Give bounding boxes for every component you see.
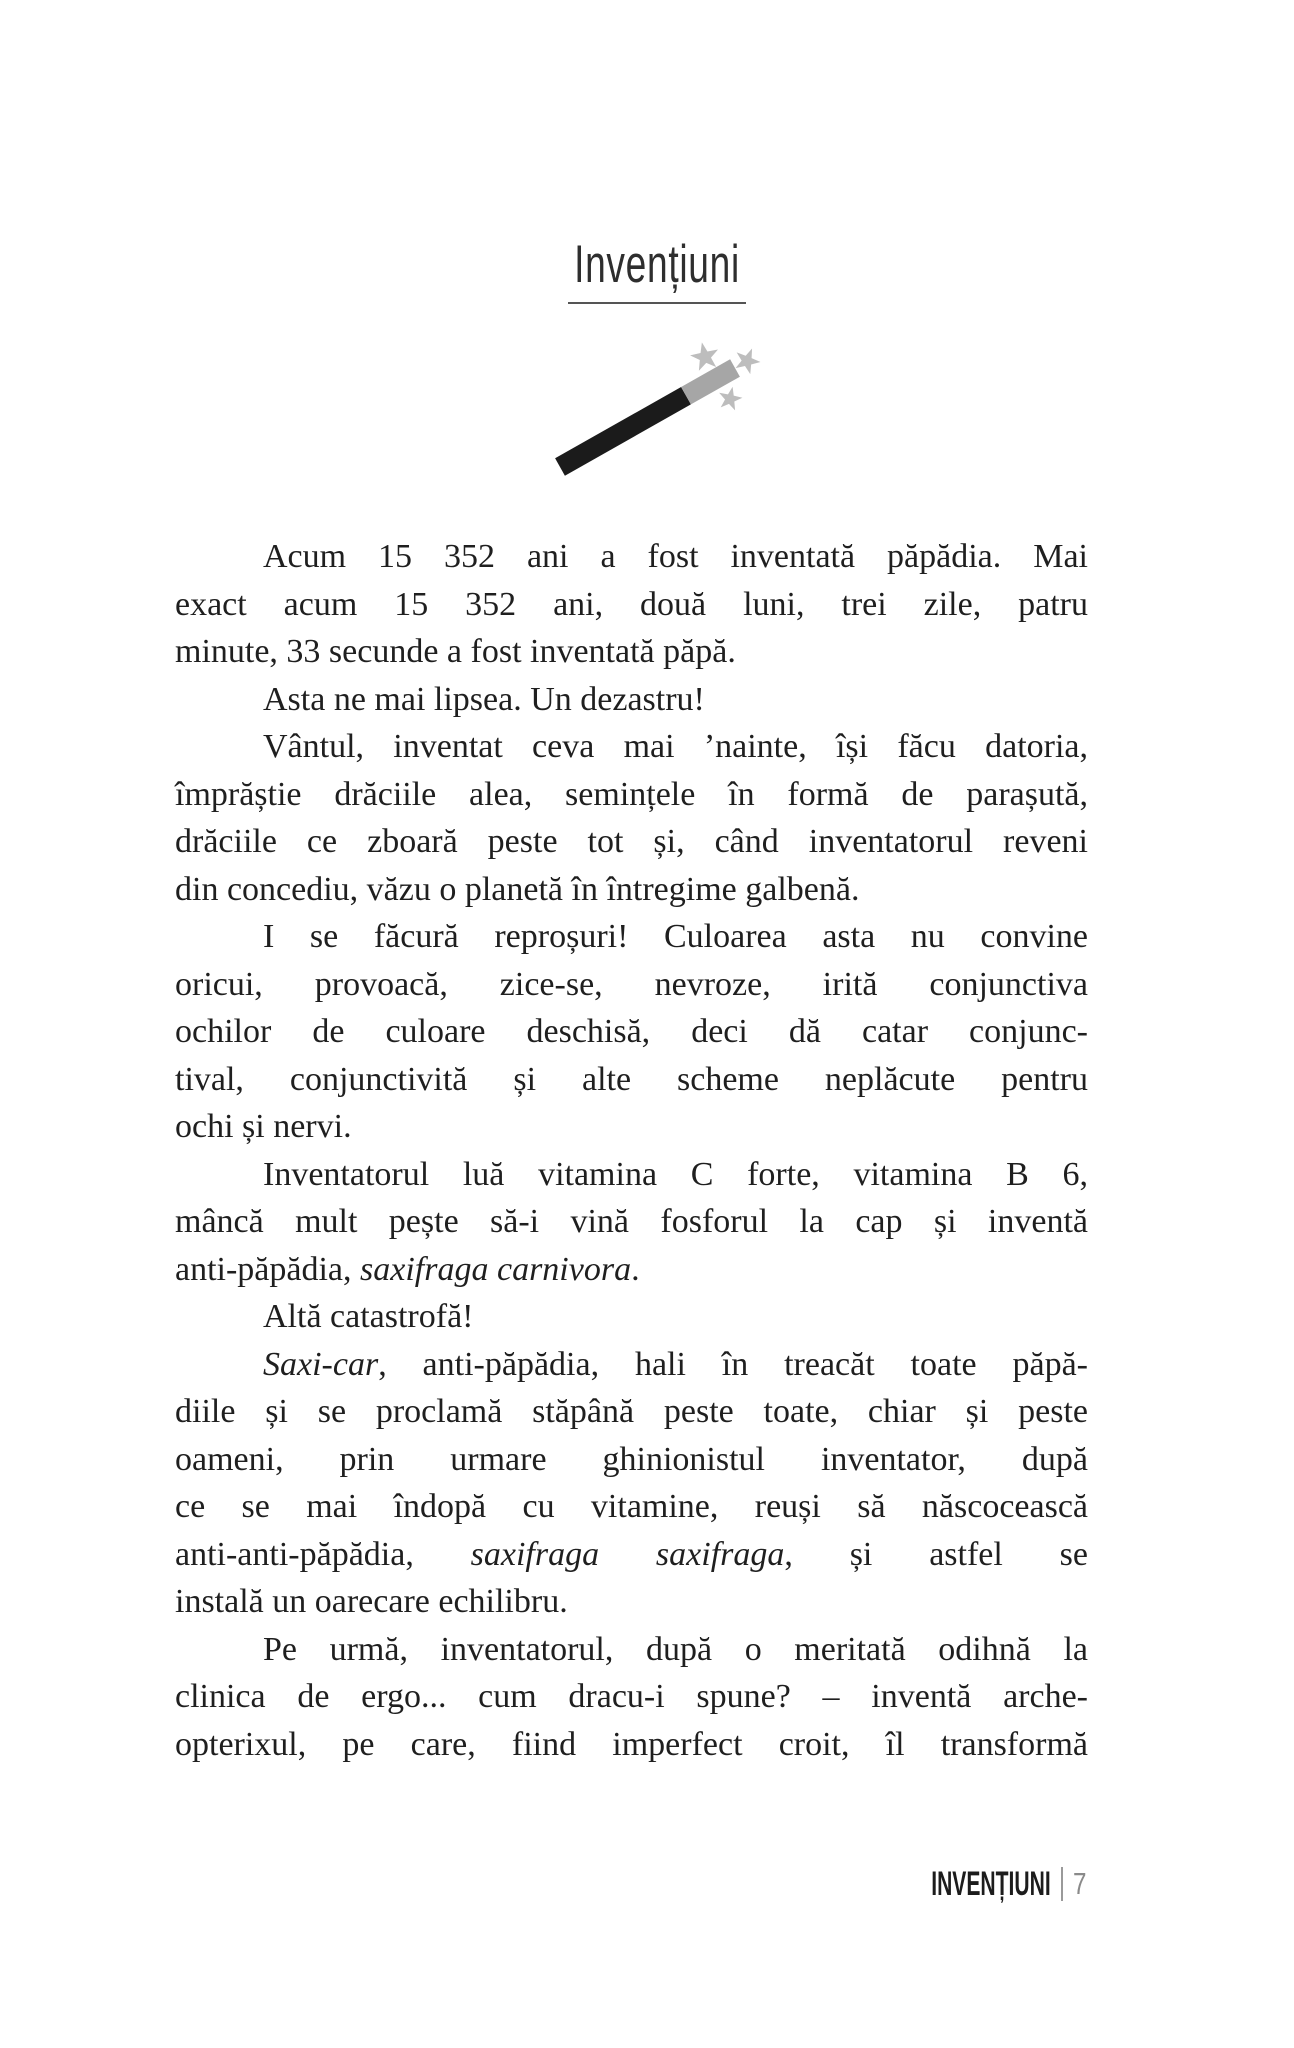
text-run: anti-păpădia, [175, 1250, 361, 1288]
text-run: tival, conjunctivită și alte scheme neplăcute pentru [175, 1060, 1088, 1098]
text-run: Vântul, inventat ceva mai ’nainte, își făcu datoria, [263, 728, 1088, 765]
text-line [175, 1293, 1088, 1341]
text-line [175, 581, 1088, 629]
text-line [175, 866, 1088, 914]
text-run: exact acum 15 352 ani, două luni, trei zile, patru [175, 585, 1088, 623]
text-line [175, 1673, 1088, 1721]
text-run: din concediu, văzu o planetă în întregime galbenă. [175, 870, 860, 908]
text-line [175, 1341, 1088, 1389]
text-line [175, 676, 1088, 724]
magic-wand-with-stars-icon [540, 335, 770, 490]
text-line [175, 1008, 1088, 1056]
text-run: Altă catastrofă! [263, 1298, 474, 1335]
text-line [175, 1436, 1088, 1484]
chapter-header [10, 235, 1294, 294]
text-run: oameni, prin urmare ghinionistul inventator, după [175, 1440, 1088, 1478]
star-icon [716, 384, 744, 411]
text-run: Acum 15 352 ani a fost inventată păpădia. Mai [263, 538, 1088, 575]
page-footer [858, 1862, 1090, 1906]
text-line [175, 961, 1088, 1009]
page-number: 7 [1072, 1866, 1087, 1901]
text-run: diile și se proclamă stăpână peste toate, chiar și peste [175, 1393, 1088, 1430]
text-line [175, 1578, 1088, 1626]
text-run: , și astfel se [784, 1535, 1088, 1573]
text-line [175, 628, 1088, 676]
text-run: ochilor de culoare deschisă, deci dă catar conjunc- [175, 1013, 1088, 1050]
text-run: împrăștie drăciile alea, semințele în formă de parașută, [175, 775, 1088, 813]
footer-separator [1061, 1867, 1063, 1901]
text-line [175, 1388, 1088, 1436]
text-line [175, 723, 1088, 771]
star-icon [688, 339, 722, 371]
text-line [175, 533, 1088, 581]
text-line [175, 1056, 1088, 1104]
text-line [175, 913, 1088, 961]
text-run: ce se mai îndopă cu vitamine, reuși să născocească [175, 1488, 1088, 1525]
text-run: mâncă mult pește să-i vină fosforul la cap și inventă [175, 1203, 1088, 1240]
body-text [175, 533, 1088, 1768]
text-run: opterixul, pe care, fiind imperfect croit, îl transformă [175, 1725, 1088, 1763]
chapter-title: Invențiuni [574, 235, 740, 294]
text-line [175, 1151, 1088, 1199]
text-run: Asta ne mai lipsea. Un dezastru! [263, 680, 705, 718]
wand-shaft [555, 387, 691, 476]
italic-text-run: saxifraga saxifraga [470, 1535, 785, 1573]
text-run: ochi și nervi. [175, 1108, 352, 1145]
text-line [175, 1721, 1088, 1769]
text-line [175, 1626, 1088, 1674]
text-line [175, 1198, 1088, 1246]
text-line [175, 1103, 1088, 1151]
text-line [175, 818, 1088, 866]
text-run: minute, 33 secunde a fost inventată păpă. [175, 633, 736, 670]
text-run: anti-anti-păpădia, [175, 1535, 471, 1573]
text-run: Pe urmă, inventatorul, după o meritată odihnă la [263, 1630, 1088, 1668]
text-run: I se făcură reproșuri! Culoarea asta nu convine [263, 918, 1088, 955]
text-line [175, 1531, 1088, 1579]
text-line [175, 1246, 1088, 1294]
text-run: clinica de ergo... cum dracu-i spune? – inventă arche- [175, 1678, 1088, 1715]
text-run: drăciile ce zboară peste tot și, când inventatorul reveni [175, 823, 1088, 860]
italic-text-run: saxifraga carnivora [360, 1250, 632, 1288]
title-underline [568, 302, 746, 304]
text-run: oricui, provoacă, zice-se, nevroze, irită conjunctiva [175, 965, 1088, 1003]
text-run: . [631, 1250, 640, 1288]
text-run: Inventatorul luă vitamina C forte, vitamina B 6, [263, 1155, 1088, 1193]
magic-wand-svg [540, 335, 770, 490]
text-run: , anti-păpădia, hali în treacăt toate păpă- [378, 1345, 1088, 1383]
italic-text-run: Saxi-car [263, 1345, 379, 1383]
text-line [175, 771, 1088, 819]
text-line [175, 1483, 1088, 1531]
footer-chapter-label: INVENȚIUNI [931, 1864, 1051, 1903]
text-run: instală un oarecare echilibru. [175, 1583, 568, 1620]
